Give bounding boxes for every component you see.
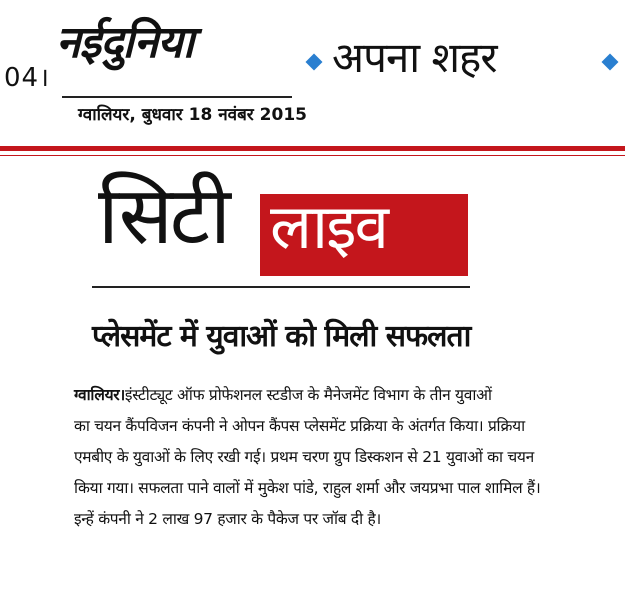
article-body: [74, 380, 584, 535]
article-line: किया गया। सफलता पाने वालों में मुकेश पांडे, राहुल शर्मा और जयप्रभा पाल शामिल हैं।: [74, 479, 541, 497]
article-line: का चयन कैंपविजन कंपनी ने ओपन कैंपस प्लेसमेंट प्रक्रिया के अंतर्गत किया। प्रक्रिया: [74, 417, 525, 435]
logo-underline: [92, 286, 470, 288]
diamond-icon: [602, 54, 619, 71]
page-number: 04।: [4, 63, 50, 93]
article-line: इन्हें कंपनी ने 2 लाख 97 हजार के पैकेज पर जॉब दी है।: [74, 510, 381, 528]
section-title: अपना शहर: [332, 33, 497, 82]
newspaper-name: नईदुनिया: [56, 17, 194, 68]
city-live-logo: [92, 166, 472, 294]
article-dateline: ग्वालियर।: [74, 386, 125, 404]
article-line: एमबीए के युवाओं के लिए रखी गई। प्रथम चरण ग्रुप डिस्कशन से 21 युवाओं का चयन: [74, 448, 534, 466]
logo-live-text: लाइव: [270, 190, 388, 263]
logo-city-text: सिटी: [98, 169, 228, 262]
masthead-date: ग्वालियर, बुधवार 18 नवंबर 2015: [78, 105, 307, 125]
red-divider: [0, 146, 625, 151]
thin-divider: [0, 155, 625, 156]
article-line-text: इंस्टीट्यूट ऑफ प्रोफेशनल स्टडीज के मैनेजमेंट विभाग के तीन युवाओं: [124, 386, 492, 404]
masthead-rule: [62, 96, 292, 98]
article-headline: प्लेसमेंट में युवाओं को मिली सफलता: [92, 319, 471, 354]
diamond-icon: [306, 54, 323, 71]
article-line: [74, 380, 584, 411]
